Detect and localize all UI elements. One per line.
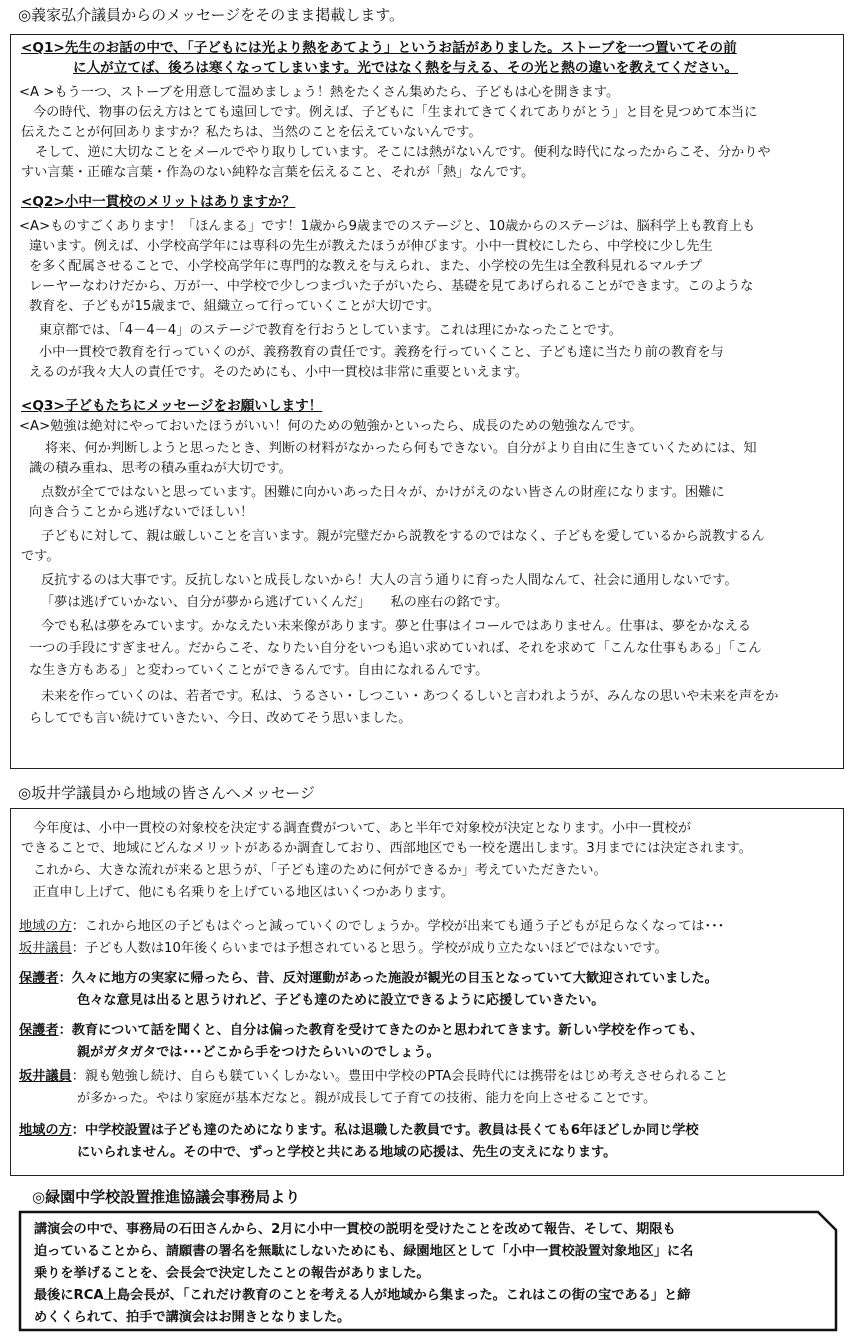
a3-line: <A>勉強は絶対にやっておいたほうがいい！何のための勉強かといったら、成長のための勉強なんです。 xyxy=(19,419,643,434)
dialogue-line: 地域の方：これから地区の子どもはぐっと減っていくのでしょうか。学校が出来ても通う子どもが足らなくなっては･･･ xyxy=(19,919,725,934)
q1-line-2: に人が立てば、後ろは寒くなってしまいます。光ではなく熱を与える、その光と熱の違いを教えてください。 xyxy=(73,60,739,76)
a3-line: です。 xyxy=(21,549,60,564)
dialogue-line: が多かった。やはり家庭が基本だなと。親が成長して子育ての技術、能力を向上させることです。 xyxy=(77,1091,657,1106)
a1-line: <A >もう一つ、ストーブを用意して温めましょう！熱をたくさん集めたら、子どもは心を開きます。 xyxy=(19,85,620,100)
dialogue-line: 保護者：久々に地方の実家に帰ったら、昔、反対運動があった施設が観光の目玉となっていて大歓迎されていました。 xyxy=(19,971,718,986)
a2-line: <A>ものすごくあります！「ほんまる」です！1歳から9歳までのステージと、10歳からのステージは、脳科学上も教育上も xyxy=(19,219,756,234)
dialogue-line: 坂井議員：親も勉強し続け、自らも躾ていくしかない。豊田中学校のPTA会長時代には携帯をはじめ考えさせられること xyxy=(19,1069,729,1084)
a2-line: 東京都では、「4－4－4」のステージで教育を行おうとしています。これは理にかなったことです。 xyxy=(39,323,622,338)
message-box xyxy=(10,808,844,1176)
a3-line: 一つの手段にすぎません。だからこそ、なりたい自分をいつも追い求めていれば、それを求めて「こんな仕事もある」「こん xyxy=(29,641,762,656)
a3-line: 子どもに対して、親は厳しいことを言います。親が完璧だから説教をするのではなく、子どもを愛しているから説教するん xyxy=(41,529,765,544)
a3-line: 未来を作っていくのは、若者です。私は、うるさい・しつこい・あつくるしいと言われようが、みんなの思いや未来を声をか xyxy=(41,689,779,704)
a2-line: を多く配属させることで、小学校高学年に専門的な教えを与えられ、また、小学校の先生は全教科見れるマルチプ xyxy=(29,259,703,274)
a3-line: 今でも私は夢をみています。かなえたい未来像があります。夢と仕事はイコールではありません。仕事は、夢をかなえる xyxy=(41,619,752,634)
dialogue-line: にいられません。その中で、ずっと学校と共にある地域の応援は、先生の支えになります。 xyxy=(77,1145,617,1160)
a1-line: すい言葉・正確な言葉・作為のない純粋な言葉を伝えること、それが「熱」なんです。 xyxy=(21,165,535,180)
notice-box xyxy=(20,1212,836,1330)
a3-line: らしてでも言い続けていきたい、今日、改めてそう思いました。 xyxy=(29,711,412,726)
a3-line: 識の積み重ね、思考の積み重ねが大切です。 xyxy=(29,461,292,476)
a2-line: レーヤーなわけだから、万が一、中学校で少しつまづいた子がいたら、基礎を見てあげられることができます。このような xyxy=(29,279,754,294)
a2-line: 小中一貫校で教育を行っていくのが、義務教育の責任です。義務を行っていくこと、子ども達に当たり前の教育を与 xyxy=(39,345,724,360)
a3-line: 将来、何か判断しようと思ったとき、判断の材料がなかったら何もできない。自分がより自由に生きていくためには、知 xyxy=(45,441,757,456)
intro-line: できることで、地域にどんなメリットがあるか調査しており、西部地区でも一校を選出します。3月までには決定されます。 xyxy=(21,841,752,856)
dialogue-line: 保護者：教育について話を聞くと、自分は偏った教育を受けてきたのかと思われてきます。新しい学校を作っても、 xyxy=(19,1023,704,1038)
speaker-label: 地域の方 xyxy=(19,1123,72,1138)
a3-line: 「夢は逃げていかない、自分が夢から逃げていくんだ」 私の座右の銘です。 xyxy=(41,595,509,610)
q1-line-1: <Q1>先生のお話の中で、「子どもには光より熱をあてよう」というお話がありました。ストーブを一つ置いてその前 xyxy=(21,40,737,56)
a1-line: 伝えたことが何回ありますか？私たちは、当然のことを伝えていないんです。 xyxy=(21,125,482,140)
speaker-label: 坂井議員 xyxy=(19,1069,72,1084)
dialogue-line: 地域の方：中学校設置は子ども達のためになります。私は退職した教員です。教員は長くても6年ほどしか同じ学校 xyxy=(19,1123,699,1138)
intro-line: これから、大きな流れが来ると思うが、「子ども達のために何ができるか」考えていただきたい。 xyxy=(33,863,607,878)
a2-line: 違います。例えば、小学校高学年には専科の先生が教えたほうが伸びます。小中一貫校にしたら、中学校に少し先生 xyxy=(29,239,713,254)
speaker-label: 保護者 xyxy=(19,971,59,986)
notice-line: めくくられて、拍手で講演会はお開きとなりました。 xyxy=(34,1310,351,1325)
speaker-label: 坂井議員 xyxy=(19,941,72,956)
speaker-label: 保護者 xyxy=(19,1023,59,1038)
a1-line: 今の時代、物事の伝え方はとても遠回しです。例えば、子どもに「生まれてきてくれてありがとう」と目を見つめて本当に xyxy=(33,105,758,120)
section3-heading: ◎緑園中学校設置推進協議会事務局より xyxy=(32,1188,301,1206)
dialogue-line: 坂井議員：子ども人数は10年後くらいまでは予想されていると思う。学校が成り立たないほどではないです。 xyxy=(19,941,668,956)
a3-line: 点数が全てではないと思っています。困難に向かいあった日々が、かけがえのない皆さんの財産になります。困難に xyxy=(41,485,725,500)
speaker-label: 地域の方 xyxy=(19,919,72,934)
notice-line: 迫っていることから、請願書の署名を無駄にしないためにも、緑園地区として「小中一貫校設置対象地区」に名 xyxy=(34,1244,694,1259)
a2-line: 教育を、子どもが15歳まで、組織立って行っていくことが大切です。 xyxy=(29,299,441,314)
dialogue-line: 親がガタガタでは･･･どこから手をつけたらいいのでしょう。 xyxy=(77,1045,440,1060)
section2-heading: ◎坂井学議員から地域の皆さんへメッセージ xyxy=(18,784,315,802)
intro-line: 今年度は、小中一貫校の対象校を決定する調査費がついて、あと半年で対象校が決定となります。小中一貫校が xyxy=(33,821,692,836)
notice-line: 最後にRCA上島会長が、「これだけ教育のことを考える人が地域から集まった。これはこの街の宝である」と締 xyxy=(34,1288,691,1303)
notice-line: 講演会の中で、事務局の石田さんから、2月に小中一貫校の説明を受けたことを改めて報告、そして、期限も xyxy=(34,1222,676,1237)
a2-line: えるのが我々大人の責任です。そのためにも、小中一貫校は非常に重要といえます。 xyxy=(29,365,529,380)
notice-line: 乗りを挙げることを、会長会で決定したことの報告がありました。 xyxy=(34,1266,430,1281)
q2-line: <Q2>小中一貫校のメリットはありますか？ xyxy=(21,194,296,210)
a3-line: 向き合うことから逃げないでほしい！ xyxy=(29,505,254,520)
intro-line: 正直申し上げて、他にも名乗りを上げている地区はいくつかあります。 xyxy=(33,885,454,900)
a3-line: 反抗するのは大事です。反抗しないと成長しないから！大人の言う通りに育った人間なんて、社会に通用しないです。 xyxy=(41,573,738,588)
a1-line: そして、逆に大切なことをメールでやり取りしています。そこには熱がないんです。便利な時代になったからこそ、分かりや xyxy=(35,145,771,160)
a3-line: な生き方もある」と変わっていくことができるんです。自由になれるんです。 xyxy=(29,663,489,678)
dialogue-line: 色々な意見は出ると思うけれど、子ども達のために設立できるように応援していきたい。 xyxy=(77,993,605,1008)
q3-line: <Q3>子どもたちにメッセージをお願いします！ xyxy=(21,398,323,414)
section1-heading: ◎義家弘介議員からのメッセージをそのまま掲載します。 xyxy=(18,6,404,24)
interview-box xyxy=(10,34,844,769)
